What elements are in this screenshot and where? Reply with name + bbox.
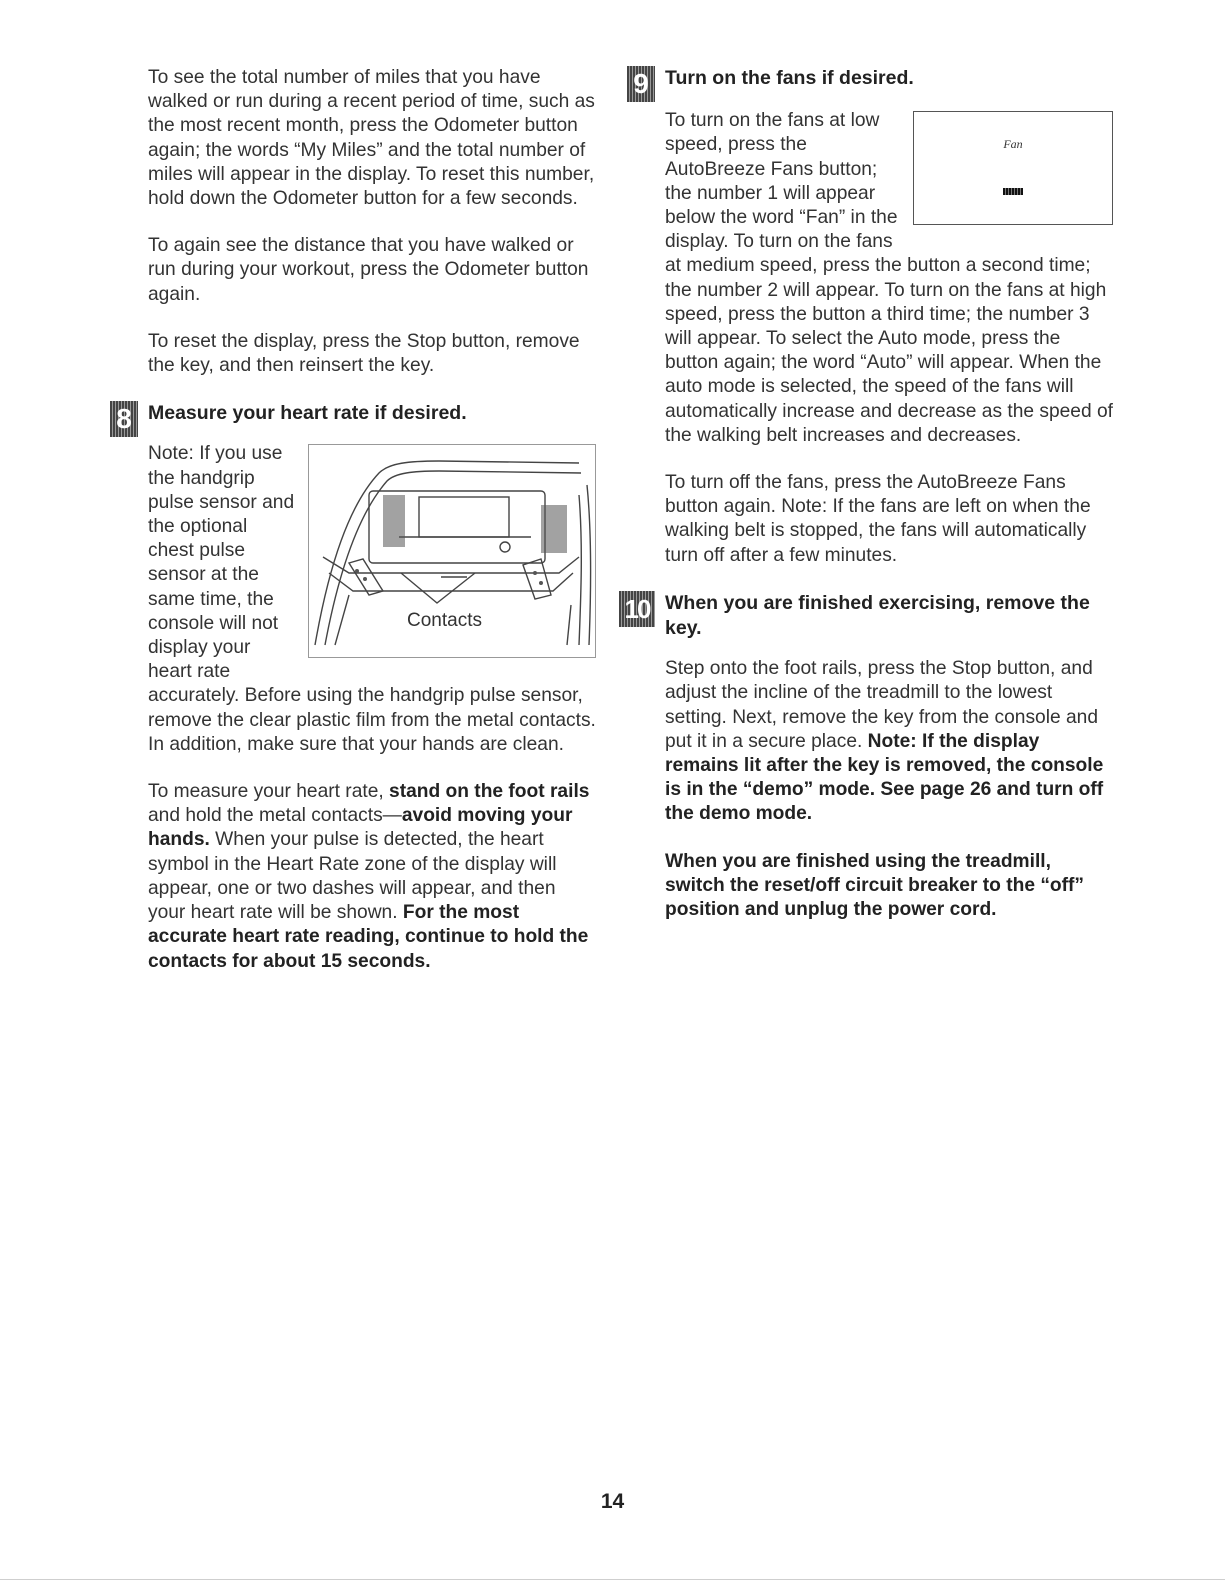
step-9-turn-off-paragraph: To turn off the fans, press the AutoBreeze Fans button again. Note: If the fans are left on when the walking belt is stopped, the fans will automatically turn off after a few minutes. (665, 472, 1091, 566)
step-9-badge: 9 (627, 66, 655, 102)
measure-bold-1: stand on the foot rails (389, 781, 590, 803)
step-9-body (665, 109, 1113, 568)
step-8-measure-paragraph (148, 780, 596, 974)
step-10-demo-note: Note: If the display remains lit after the key is removed, the console is in the “demo” mode. See page 26 and turn off the demo mode. (665, 730, 1104, 825)
step-8-heading (116, 401, 596, 435)
fan-display-illustration (913, 111, 1113, 225)
contacts-illustration (308, 444, 596, 658)
right-column (624, 66, 1113, 945)
fan-display-label: Fan (1003, 137, 1023, 152)
step-8-badge: 8 (110, 401, 138, 437)
measure-bold-2: avoid moving your hands. (148, 805, 573, 851)
page-number: 14 (600, 1490, 625, 1513)
bottom-rule (0, 1579, 1225, 1580)
reset-display-paragraph: To reset the display, press the Stop button, remove the key, and then reinsert the key. (148, 330, 580, 377)
step-9-title: Turn on the fans if desired. (665, 67, 914, 89)
odometer-month-paragraph: To see the total number of miles that you have walked or run during a recent period of time, such as the most recent month, press the Odometer button again; the words “My Miles” and the total number of miles will appear in the display. To reset this number, hold down the Odometer button for a few seconds. (148, 67, 595, 210)
fan-speed-digit (1003, 188, 1023, 195)
odometer-workout-paragraph: To again see the distance that you have walked or run during your workout, press the Odometer button again. (148, 235, 589, 305)
left-column (116, 66, 596, 997)
step-10-paragraph (665, 657, 1113, 826)
measure-text-1: To measure your heart rate, (148, 781, 390, 803)
step-10-heading (624, 591, 1113, 641)
step-9-paragraph: To turn on the fans at low speed, press the AutoBreeze Fans button; the number 1 will appear below the word “Fan” in the display. To turn on the fans at medium speed, press the button a second time; the number 2 will appear. To turn on the fans at high speed, press the button a third time; the number 3 will appear. To select the Auto mode, press the button again; the word “Auto” will appear. When the auto mode is selected, the speed of the fans will automatically increase and decrease as the speed of the walking belt increases and decreases. (665, 110, 1113, 446)
measure-bold-3: For the most accurate heart rate reading, continue to hold the contacts for about 15 seconds. (148, 902, 589, 972)
step-10-text: Step onto the foot rails, press the Stop button, and adjust the incline of the treadmill to the lowest setting. Next, remove the key from the console and put it in a secure place. (665, 658, 1099, 752)
step-8-note: Note: If you use the handgrip pulse sensor and the optional chest pulse sensor at the same time, the console will not display your heart rate accurately. Before using the handgrip pulse sensor, remove the clear plastic film from the metal contacts. In addition, make sure that your hands are clean. (148, 443, 596, 755)
measure-text-2: and hold the metal contacts— (148, 805, 402, 827)
step-8-title: Measure your heart rate if desired. (148, 402, 467, 425)
step-10-badge: 10 (619, 591, 655, 627)
step-9-heading (633, 66, 1113, 99)
contacts-callout-label: Contacts (407, 610, 482, 632)
step-10-title: When you are finished exercising, remove the key. (665, 591, 1090, 640)
final-instruction: When you are finished using the treadmill, switch the reset/off circuit breaker to the “off” position and unplug the power cord. (665, 850, 1085, 921)
measure-text-3: When your pulse is detected, the heart symbol in the Heart Rate zone of the display will appear, one or two dashes will appear, and then your heart rate will be shown. (148, 829, 557, 924)
step-10-body (665, 657, 1113, 922)
step-8-body (148, 442, 596, 973)
